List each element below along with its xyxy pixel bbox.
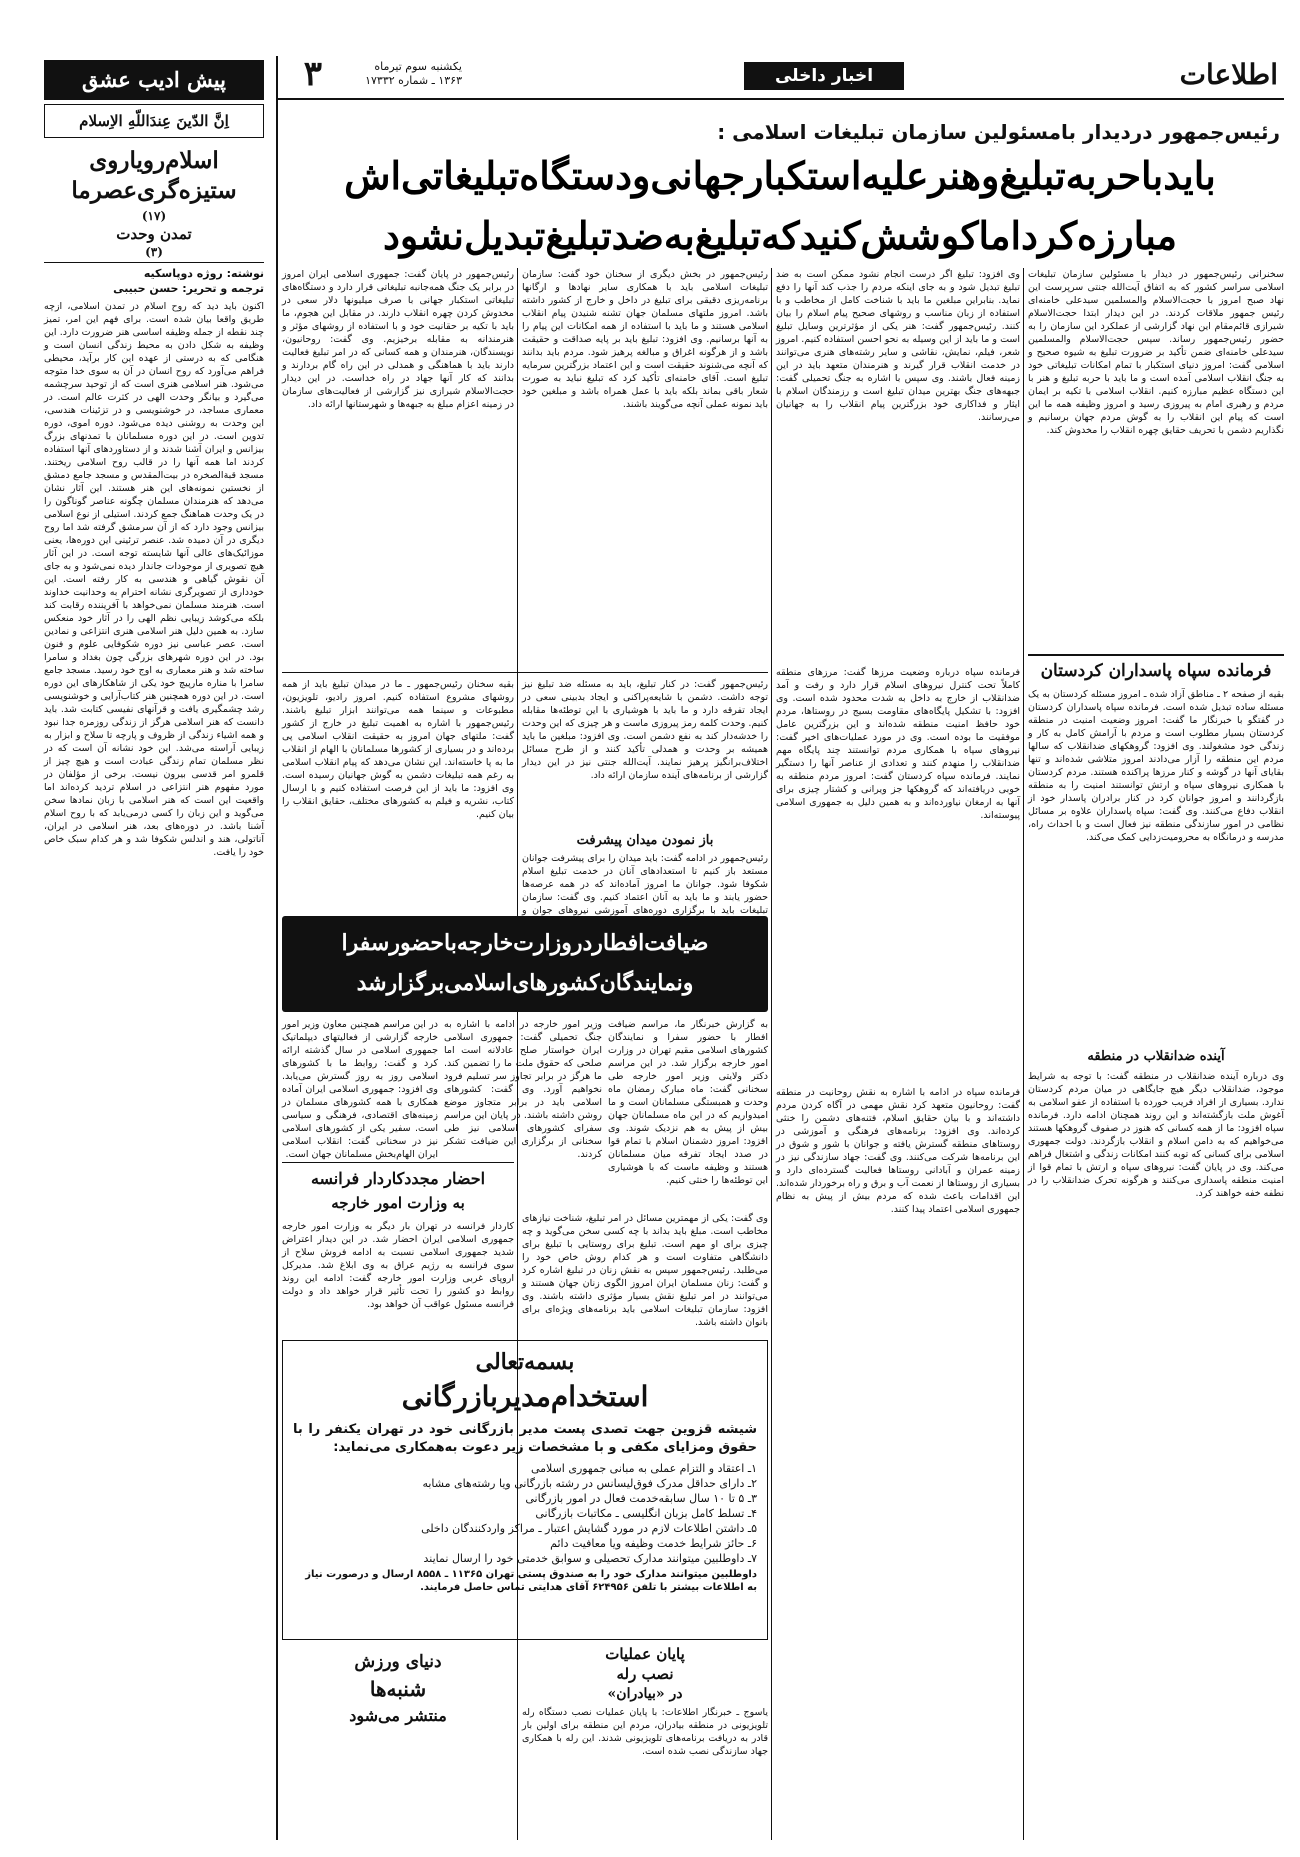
iftar-headline-2: ونمایندگان‌کشورهای‌اسلامی‌برگزارشد	[356, 970, 694, 996]
kurdistan-column-b: فرمانده سپاه درباره وضعیت مرزها گفت: مرزهای منطقه کاملاً تحت کنترل نیروهای اسلام قرار دارد و رفت و آمد ضدانقلاب از خارج به داخل به شدت محدود شده است. وی افزود: با تشکیل پایگاه‌های مقاومت بسیج در روستاها، مردم خود حافظ امنیت منطقه شده‌اند و این بزرگترین عامل موفقیت ما بوده است. وی در مورد عملیات‌های اخیر گفت: نیروهای سپاه با همکاری مردم توانستند چند پایگاه مهم ضدانقلاب را منهدم کنند و تعدادی از عناصر آنها را دستگیر نمایند. فرمانده سپاه کردستان گفت: امروز مردم منطقه به خوبی دریافته‌اند که گروهکها جز ویرانی و کشتار چیزی برای آنها به ارمغان نیاورده‌اند و به همین دلیل به جمهوری اسلامی پیوسته‌اند.	[776, 667, 1020, 821]
kurdistan-column-a: بقیه از صفحه ۲ ـ مناطق آزاد شده ـ امروز مسئله کردستان به یک مسئله ساده تبدیل شده است. فرمانده سپاه پاسداران کردستان در گفتگو با خبرنگار ما گفت: امروز وضعیت امنیت در منطقه کردستان بسیار مطلوب است و مردم با آرامش کامل به کار و زندگی خود مشغولند. وی افزود: گروهکهای ضدانقلاب که سالها مردم این منطقه را آزار می‌دادند امروز متلاشی شده‌اند و تنها بقایای آنها در گوشه و کنار مرزها پراکنده هستند. مردم کردستان با همکاری نیروهای سپاه و ارتش توانستند امنیت را به منطقه بازگردانند و امروز جوانان کرد در کنار برادران پاسدار خود از انقلاب دفاع می‌کنند. وی گفت: سپاه پاسداران علاوه بر مسائل نظامی در امور سازندگی منطقه نیز فعال است و با احداث راه، مدرسه و درمانگاه به محرومیت‌زدایی کمک می‌کند.	[1028, 689, 1285, 843]
iftar-headline-box	[282, 916, 768, 1012]
lead-column-1: سخنرانی رئیس‌جمهور در دیدار با مسئولین سازمان تبلیغات اسلامی سراسر کشور که به اتفاق آیت‌الله جنتی سرپرست این نهاد صبح امروز با حجت‌الاسلام والمسلمین سیدعلی خامنه‌ای رئیس جمهور ملاقات کردند. در این دیدار ابتدا حجت‌الاسلام شیرازی قائم‌مقام این نهاد گزارشی از عملکرد این سازمان را به حضور رئیس‌جمهور رساند. سپس حجت‌الاسلام والمسلمین سیدعلی خامنه‌ای ضمن تأکید بر ضرورت تبلیغ به شیوه صحیح و اسلامی گفت: امروز دنیای استکبار با تمام امکانات تبلیغاتی خود به جنگ انقلاب اسلامی آمده است و ما باید با حربه تبلیغ و هنر با این دستگاه عظیم مبارزه کنیم. انقلاب اسلامی با تکیه بر ایمان مردم و رهبری امام به پیروزی رسید و امروز وظیفه همه ما این است که پیام این انقلاب را به گوش مردم جهان برسانیم و نگذاریم دشمن با تحریف حقایق چهره انقلاب را مخدوش کند.	[1028, 269, 1284, 436]
issue-date	[332, 60, 462, 88]
issue-date-line1: یکشنبه سوم تیرماه	[374, 60, 462, 73]
ad-item: ۱ـ اعتقاد و التزام عملی به مبانی جمهوری اسلامی	[530, 1462, 757, 1475]
relay-head-2: نصب رله	[616, 1665, 674, 1683]
kurdistan-top-rule	[1028, 654, 1284, 656]
france-body: کاردار فرانسه در تهران بار دیگر به وزارت امور خارجه جمهوری اسلامی ایران احضار شد. در این دیدار اعتراض شدید جمهوری اسلامی نسبت به ادامه فروش سلاح از سوی فرانسه به رژیم عراق به وی ابلاغ شد. مدیرکل اروپای غربی وزارت امور خارجه گفت: ادامه این روند روابط دو کشور را تحت تأثیر قرار خواهد داد و دولت فرانسه مسئول عواقب آن خواهد بود.	[282, 1221, 514, 1310]
column-num: (۳)	[145, 245, 163, 259]
middle-column-right: رئیس‌جمهور گفت: در کنار تبلیغ، باید به مسئله ضد تبلیغ نیز توجه داشت. دشمن با شایعه‌پراکنی و ایجاد بدبینی سعی در ایجاد تفرقه دارد و ما باید با هوشیاری با این توطئه‌ها مقابله کنیم. وحدت کلمه رمز پیروزی ماست و هر چیزی که این وحدت را خدشه‌دار کند به نفع دشمن است. وی افزود: مبلغین ما باید همیشه بر وحدت و همدلی تأکید کنند و از طرح مسائل اختلاف‌برانگیز پرهیز نمایند. آیت‌الله جنتی نیز در این دیدار گزارشی از برنامه‌های آینده سازمان ارائه داد.	[522, 679, 768, 781]
ad-requirements	[293, 1461, 757, 1566]
ad-intro: شیشه قزوین جهت تصدی پست مدیر بازرگانی خود در تهران یکنفر را با حقوق ومزایای مکفی و با مشخصات زیر دعوت به‌همکاری می‌نماید:	[293, 1422, 757, 1455]
sports-head-2: شنبه‌ها	[369, 1677, 427, 1701]
column-banner: پیش ادیب عشق	[44, 60, 264, 100]
ad-item: ۵ـ داشتن اطلاعات لازم در مورد گشایش اعتبار ـ مراکز واردکنندگان داخلی	[421, 1522, 757, 1535]
column-part: (۱۷)	[141, 209, 167, 223]
lead-headline-1: بایدباحربه‌تبلیغ‌وهنرعلیه‌استکبارجهانی‌ودستگاه‌تبلیغاتی‌اش	[344, 153, 1216, 198]
ad-title: استخدام‌مدیربازرگانی	[401, 1380, 649, 1413]
middle-top-rule	[282, 672, 768, 673]
ad-footer: داوطلبین میتوانند مدارک خود را به صندوق پستی تهران ۱۱۳۶۵ ـ ۸۵۵۸ ارسال و درصورت نیاز به اطلاعات بیشتر با تلفن ۶۲۴۹۵۶ آقای هدایتی تماس حاصل فرمایند.	[305, 1569, 757, 1593]
lead-headline-2: مبارزه‌کرداماکوشش‌کنیدکه‌تبلیغ‌به‌ضدتبلیغ‌تبدیل‌نشود	[382, 213, 1178, 258]
france-title-2: به وزارت امور خارجه	[331, 1194, 465, 1212]
middle-column-mid: وی گفت: یکی از مهمترین مسائل در امر تبلیغ، شناخت نیازهای مخاطب است. مبلغ باید بداند با چه کسی سخن می‌گوید و چه چیزی برای او مهم است. تبلیغ برای روستایی با تبلیغ برای دانشگاهی متفاوت است و هر کدام روش خاص خود را می‌طلبد. رئیس‌جمهور سپس به نقش زنان در تبلیغ اشاره کرد و گفت: زنان مسلمان ایران امروز الگوی زنان جهان هستند و می‌توانند در امر تبلیغ نقش بسیار مؤثری داشته باشند. وی افزود: سازمان تبلیغات اسلامی باید برنامه‌های ویژه‌ای برای بانوان داشته باشد.	[522, 1213, 768, 1328]
kurdistan-title: فرمانده سپاه پاسداران کردستان	[1040, 661, 1272, 681]
divider-4	[276, 56, 278, 1840]
lead-column-2: وی افزود: تبلیغ اگر درست انجام نشود ممکن است به ضد تبلیغ تبدیل شود و به جای اینکه مردم را جذب کند آنها را دفع نماید. بنابراین مبلغین ما باید با شناخت کامل از مخاطب و با استفاده از زبان مناسب و روشهای صحیح پیام اسلام را بیان کنند. رئیس‌جمهور گفت: هنر یکی از مؤثرترین وسایل تبلیغ است و ما باید از این وسیله به نحو احسن استفاده کنیم. امروز شعر، فیلم، نمایش، نقاشی و سایر رشته‌های هنری می‌توانند در خدمت انقلاب قرار گیرند و هنرمندان متعهد باید در این زمینه فعال باشند. وی سپس با اشاره به جنگ تحمیلی گفت: جبهه‌های جنگ بهترین میدان تبلیغ است و رزمندگان اسلام با ایثار و فداکاری خود بزرگترین پیام انقلاب را به جهانیان می‌رسانند.	[776, 269, 1020, 423]
masthead	[276, 56, 1284, 96]
middle-column-mid2: رئیس‌جمهور در ادامه گفت: باید میدان را برای پیشرفت جوانان مستعد باز کنیم تا استعدادهای آنان در خدمت تبلیغ اسلام شکوفا شود. جوانان ما امروز آماده‌اند که در همه عرصه‌ها حضور یابند و ما باید به آنان اعتماد کنیم. وی گفت: سازمان تبلیغات باید با برگزاری دوره‌های آموزشی نیروهای جوان و	[522, 853, 768, 916]
kurdistan-column-c: وی درباره آینده ضدانقلاب در منطقه گفت: با توجه به شرایط موجود، ضدانقلاب دیگر هیچ جایگاهی در میان مردم کردستان ندارد. بسیاری از افراد فریب خورده با استفاده از عفو اسلامی به آغوش ملت بازگشته‌اند و این روند همچنان ادامه دارد. فرمانده سپاه افزود: ما از همه کسانی که هنوز در صفوف گروهکها هستند می‌خواهیم که به دامن اسلام و انقلاب بازگردند. دولت جمهوری اسلامی برای کسانی که توبه کنند امکانات زندگی و اشتغال فراهم می‌کند. وی در پایان گفت: نیروهای سپاه و ارتش با تمام قوا از امنیت منطقه پاسداری می‌کنند و هرگونه تحرک ضدانقلاب را در نطفه خفه خواهند کرد.	[1028, 1071, 1284, 1199]
ad-item: ۷ـ داوطلبین میتوانند مدارک تحصیلی و سوابق خدمتی خود را ارسال نمایند	[423, 1552, 757, 1565]
column-title-1: اسلام‌رویاروی	[89, 147, 219, 174]
masthead-rule	[276, 98, 1284, 100]
middle-subhead: باز نمودن میدان پیشرفت	[576, 833, 714, 848]
middle-column-left: بقیه سخنان رئیس‌جمهور ـ ما در میدان تبلیغ باید از همه روشهای مشروع استفاده کنیم. امروز رادیو، تلویزیون، مطبوعات و سینما همه می‌توانند ابزار تبلیغ باشند. رئیس‌جمهور با اشاره به اهمیت تبلیغ در خارج از کشور گفت: ملتهای جهان امروز به حقیقت انقلاب اسلامی پی برده‌اند و در بسیاری از کشورها مسلمانان با الهام از انقلاب ما به پا خاسته‌اند. این نشان می‌دهد که پیام انقلاب اسلامی به رغم همه تبلیغات دشمن به گوش جهانیان رسیده است. وی افزود: ما باید از این فرصت استفاده کنیم و با ارسال کتاب، نشریه و فیلم به کشورهای مختلف، حقایق انقلاب را بیان کنیم.	[282, 679, 514, 820]
ad-item: ۴ـ تسلط کامل بزبان انگلیسی ـ مکاتبات بازرگانی	[535, 1507, 757, 1520]
iftar-column-b: وزیر امور خارجه در ادامه با اشاره به جنگ تحمیلی گفت: جمهوری اسلامی ایران خواستار صلح عادلانه است اما صلحی که حقوق ملت ما را تضمین کند. ما هرگز در برابر تجاوز سر تسلیم فرود نخواهیم آورد. وی گفت: کشورهای اسلامی باید در برابر متجاوز موضع روشن داشته باشند. در پایان این مراسم سفرای کشورهای اسلامی نیز طی سخنانی از برگزاری این ضیافت تشکر کردند.	[444, 1019, 602, 1160]
relay-head-3: در «بیادران»	[607, 1686, 683, 1702]
ad-item: ۶ـ حائز شرایط خدمت وظیفه ویا معافیت دائم	[550, 1537, 757, 1550]
iftar-column-c: در این مراسم همچنین معاون وزیر امور خارجه گزارشی از فعالیتهای دیپلماتیک جمهوری اسلامی در سال گذشته ارائه کرد و گفت: روابط ما با کشورهای اسلامی روز به روز گسترش می‌یابد. وی افزود: جمهوری اسلامی ایران آماده همکاری با همه کشورهای مسلمان در زمینه‌های اقتصادی، فرهنگی و سیاسی است. سفیر یکی از کشورهای اسلامی نیز در سخنانی گفت: انقلاب اسلامی ایران الهام‌بخش مسلمانان جهان است.	[282, 1019, 438, 1160]
column-title-2: ستیزه‌گری‌عصرما	[71, 177, 237, 204]
divider-2	[771, 268, 772, 1840]
iftar-column-a: به گزارش خبرنگار ما، مراسم ضیافت افطار با حضور سفرا و نمایندگان کشورهای اسلامی مقیم تهران در وزارت امور خارجه برگزار شد. در این مراسم دکتر ولایتی وزیر امور خارجه طی سخنانی گفت: ماه مبارک رمضان ماه وحدت و همبستگی مسلمانان است و ما امیدواریم که در این ماه مسلمانان جهان بیش از پیش به هم نزدیک شوند. وی افزود: امروز دشمنان اسلام با تمام قوا در صدد ایجاد تفرقه میان مسلمانان هستند و وظیفه ماست که با هوشیاری این توطئه‌ها را خنثی کنیم.	[608, 1019, 768, 1186]
sports-head-1: دنیای ورزش	[354, 1652, 442, 1672]
iftar-headline-1: ضیافت‌افطاردروزارت‌خارجه‌باحضورسفرا	[341, 930, 709, 956]
kurdistan-column-d: فرمانده سپاه در ادامه با اشاره به نقش روحانیت در منطقه گفت: روحانیون متعهد کرد نقش مهمی در آگاه کردن مردم داشته‌اند و با بیان حقایق اسلام، فتنه‌های دشمن را خنثی کرده‌اند. وی افزود: برنامه‌های فرهنگی و آموزشی در روستاهای منطقه گسترش یافته و جوانان با شور و شوق در این برنامه‌ها شرکت می‌کنند. وی گفت: جهاد سازندگی نیز در زمینه عمران و آبادانی روستاها فعالیت گسترده‌ای دارد و بسیاری از روستاها از نعمت آب و برق و راه برخوردار شده‌اند. این اقدامات باعث شده که مردم بیش از پیش به نظام جمهوری اسلامی اعتماد پیدا کنند.	[776, 1087, 1020, 1215]
ad-item: ۲ـ دارای حداقل مدرک فوق‌لیسانس در رشته بازرگانی ویا رشته‌های مشابه	[422, 1477, 757, 1490]
paper-name: اطلاعات	[1179, 58, 1278, 91]
column-subtitle: تمدن وحدت	[116, 225, 192, 243]
divider-1	[1023, 268, 1024, 1840]
column-rule	[44, 262, 264, 263]
france-title-1: احضار مجددکاردار فرانسه	[310, 1169, 486, 1188]
ad-bismillah: بسمه‌تعالی	[475, 1349, 575, 1375]
job-ad	[282, 1340, 768, 1640]
section-tab: اخبار داخلی	[744, 62, 904, 90]
ad-item: ۳ـ ۵ تا ۱۰ سال سابقه‌خدمت فعال در امور بازرگانی	[525, 1492, 757, 1505]
lead-column-4: رئیس‌جمهور در پایان گفت: جمهوری اسلامی ایران امروز در برابر یک جنگ همه‌جانبه تبلیغاتی قرار دارد و دستگاه‌های تبلیغاتی استکبار جهانی با صرف میلیونها دلار سعی در مخدوش کردن چهره انقلاب دارند. در مقابل این هجوم، ما باید با تکیه بر حقانیت خود و با استفاده از روشهای مؤثر و هنرمندانه به مقابله برخیزیم. وی گفت: روحانیون، نویسندگان، هنرمندان و همه کسانی که در امر تبلیغ فعالیت دارند باید با هماهنگی و همدلی در این راه گام بردارند و بدانند که کار آنها جهاد در راه خداست. در این دیدار حجت‌الاسلام شیرازی نیز گزارشی از فعالیت‌های سازمان در زمینه اعزام مبلغ به جبهه‌ها و شهرستانها ارائه داد.	[282, 269, 514, 410]
issue-date-line2: ۱۳۶۳ ـ شماره ۱۷۳۳۲	[365, 74, 462, 87]
sports-head-3: منتشر می‌شود	[349, 1706, 447, 1725]
kurdistan-subhead: آینده ضدانقلاب در منطقه	[1087, 1049, 1225, 1064]
relay-body: یاسوج ـ خبرنگار اطلاعات: با پایان عملیات نصب دستگاه رله تلویزیونی در منطقه بیادران، مردم این منطقه برای اولین بار قادر به دریافت برنامه‌های تلویزیونی شدند. این رله با همکاری جهاد سازندگی نصب شده است.	[522, 1707, 768, 1757]
column-body: اکنون باید دید که روح اسلام در تمدن اسلامی، ازچه طریق واقعا بیان شده است. برای فهم این امر، تمیز چند نقطه از جمله وظیفه اساسی هنر ضرورت دارد. این وظیفه به شکل دادن به محیط زندگی انسان است و هنگامی که به درستی از عهده این کار برآید، محیطی فراهم می‌آورد که روح انسان در آن به سوی خدا متوجه می‌شود. هنر اسلامی هنری است که از توحید سرچشمه می‌گیرد و بیانگر وحدت الهی در کثرت عالم است. در معماری مساجد، در خوشنویسی و در تزئینات هندسی، این وحدت به روشنی دیده می‌شود. دوره اموی، دوره تدوین است. در این دوره مسلمانان با تمدنهای بزرگ بیزانس و ایران آشنا شدند و از دستاوردهای آنها استفاده کردند اما همه آنها را در قالب روح اسلامی ریختند. مسجد قبةالصخره در بیت‌المقدس و مسجد جامع دمشق از نخستین نمونه‌های این هنر هستند. این آثار نشان می‌دهد که هنرمندان مسلمان چگونه عناصر گوناگون را در یک وحدت هماهنگ جمع کردند. استیلی از نوع اسلامی بیزانس وجود دارد که از آن سرمشق گرفته شد اما روح دیگری در آن دمیده شد. عنصر ترئینی این دوره‌ها، یعنی موزائیک‌های عالی آنها شایسته توجه است. در این آثار هیچ تصویری از موجودات جاندار دیده نمی‌شود و به جای آن نقوش گیاهی و هندسی به کار رفته است. این خودداری از تصویرگری نشانه احترام به وحدانیت خداوند است. هنرمند مسلمان نمی‌خواهد با آفریننده رقابت کند بلکه می‌کوشد زیبایی نظم الهی را در آثار خود منعکس سازد. به همین دلیل هنر اسلامی هنری انتزاعی و نمادین است. عصر عباسی نیز دوره شکوفایی علوم و فنون بود. در این دوره شهرهای بزرگی چون بغداد و سامرا ساخته شد و هنر معماری به اوج خود رسید. مسجد جامع سامرا با مناره مارپیچ خود یکی از شاهکارهای این دوره است. در این دوره همچنین هنر کتاب‌آرایی و خوشنویسی رشد چشمگیری یافت و قرآنهای نفیسی کتابت شد. باید دانست که هنر اسلامی هرگز از زندگی روزمره جدا نبود و همه اشیاء زندگی از ظروف و پارچه تا سلاح و ابزار به زیبایی آراسته می‌شد. این خود نشانه آن است که در نظر مسلمان تمام زندگی عبادت است و هیچ چیز از قلمرو امر قدسی بیرون نیست. برخی از مؤلفان در مورد مفهوم هنر انتزاعی در اسلام تردید کرده‌اند اما واقعیت این است که هنر اسلامی با زبان نمادها سخن می‌گوید و این زبان را کسی درمی‌یابد که با روح اسلام آشنا باشد. در دوره‌های بعد، هنر اسلامی در ایران، آناتولی، هند و اندلس شکوفا شد و هر کدام سبک خاص خود را یافت.	[44, 301, 264, 858]
column-author: نوشته: روژه دوپاسکیه	[143, 267, 264, 280]
france-top-rule	[282, 1162, 514, 1163]
lead-column-3: رئیس‌جمهور در بخش دیگری از سخنان خود گفت: سازمان تبلیغات اسلامی باید با همکاری سایر نهادها و ارگانها برنامه‌ریزی دقیقی برای تبلیغ در داخل و خارج از کشور داشته باشد. امروز ملتهای مسلمان جهان تشنه شنیدن پیام انقلاب اسلامی هستند و ما باید با استفاده از همه امکانات این پیام را به آنها برسانیم. وی افزود: تبلیغ باید بر پایه صداقت و حقیقت باشد و از هرگونه اغراق و مبالغه پرهیز شود. مردم باید بدانند که آنچه می‌شنوند حقیقت است و این اعتماد بزرگترین سرمایه تبلیغ است. آقای خامنه‌ای تأکید کرد که تبلیغ نباید به صورت شعار باقی بماند بلکه باید با عمل همراه باشد و مبلغین خود باید نمونه عملی آنچه می‌گویند باشند.	[522, 269, 768, 410]
lead-kicker: رئیس‌جمهور دردیدار بامسئولین سازمان تبلیغات اسلامی :	[717, 120, 1280, 144]
page-number: ۳	[303, 54, 322, 94]
relay-head-1: پایان عملیات	[605, 1645, 685, 1663]
column-translator: ترجمه و تحریر: حسن حبیبی	[113, 282, 264, 295]
calligraphy-box: اِنَّ الدّینَ عِندَاللّهِ الاِسلام	[44, 104, 264, 138]
